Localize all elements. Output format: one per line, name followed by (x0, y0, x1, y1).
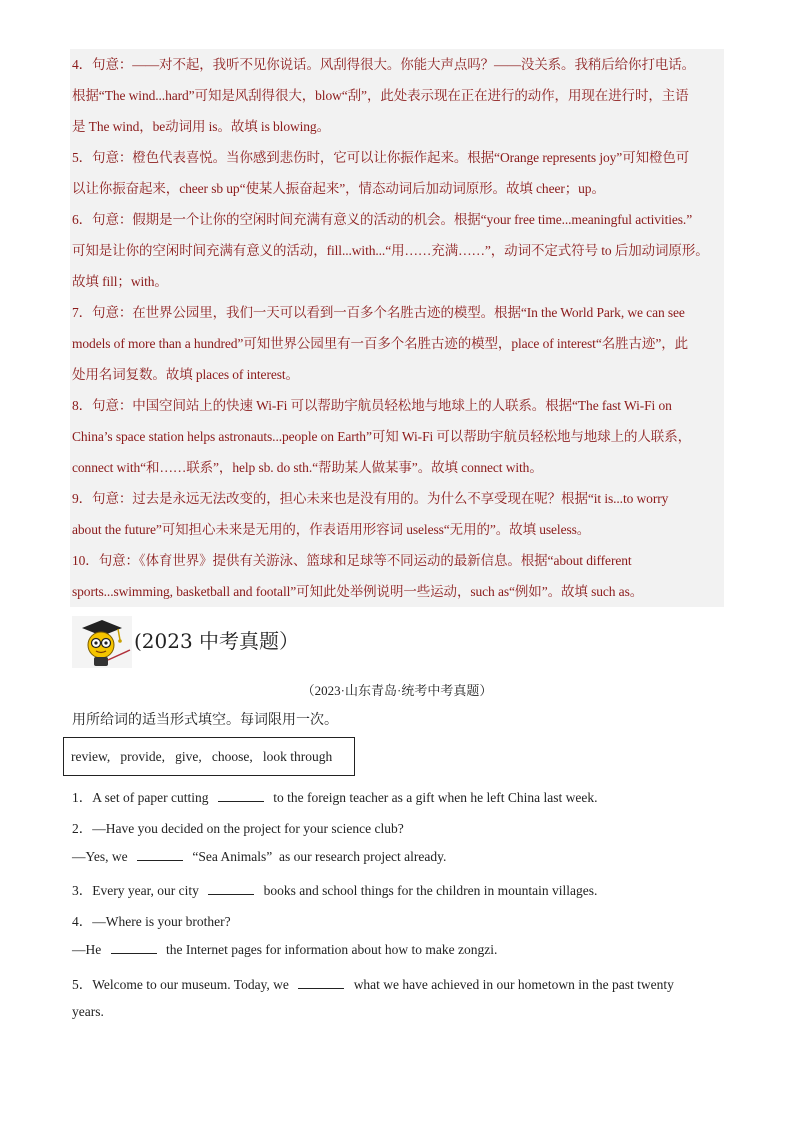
question-3 (72, 879, 597, 899)
answer-item-6 (70, 204, 724, 297)
text-line: connect with“和……联系”，help sb. do sth.“帮助某人做某事”。故填 connect with。 (72, 460, 543, 475)
answer-explanations (70, 49, 724, 607)
answer-blank[interactable] (298, 976, 344, 989)
section-header (72, 616, 372, 668)
question-text: 3．Every year, our city (72, 883, 203, 898)
graduate-cartoon-icon (72, 616, 132, 668)
question-text: “Sea Animals” as our research project already. (189, 849, 447, 864)
text-line: 6．句意：假期是一个让你的空闲时间充满有意义的活动的机会。根据“your free time...meaningful activities.” (72, 212, 693, 227)
text-line: sports...swimming, basketball and footall”可知此处举例说明一些运动，such as“例如”。故填 such as。 (72, 584, 644, 599)
text-line: 是 The wind，be动词用 is。故填 is blowing。 (72, 119, 330, 134)
text-line: China’s space station helps astronauts...people on Earth”可知 Wi-Fi 可以帮助宇航员轻松地与地球上的人联系， (72, 429, 692, 444)
exam-source: （2023·山东青岛·统考中考真题） (301, 683, 493, 698)
text-line: about the future”可知担心未来是无用的，作表语用形容词 useless“无用的”。故填 useless。 (72, 522, 591, 537)
text-line: 10．句意：《体育世界》提供有关游泳、篮球和足球等不同运动的最新信息。根据“about different (72, 553, 632, 568)
question-4-reply (72, 941, 497, 958)
question-text: —Yes, we (72, 849, 132, 864)
text-line: 4．句意：——对不起，我听不见你说话。风刮得很大。你能大声点吗？——没关系。我稍后给你打电话。 (72, 57, 696, 72)
question-text: 1．A set of paper cutting (72, 790, 212, 805)
section-title: (2023 中考真题） (134, 628, 300, 653)
answer-item-4 (70, 49, 724, 142)
question-text: 4．—Where is your brother? (72, 914, 231, 929)
question-text: what we have achieved in our hometown in the past twenty (350, 977, 674, 992)
answer-item-9 (70, 483, 724, 545)
answer-blank[interactable] (218, 789, 264, 802)
text-line: 8．句意：中国空间站上的快速 Wi-Fi 可以帮助宇航员轻松地与地球上的人联系。根据“The fast Wi-Fi on (72, 398, 672, 413)
text-line: 9．句意：过去是永远无法改变的，担心未来也是没有用的。为什么不享受现在呢？根据“it is...to worry (72, 491, 669, 506)
text-line: 5．句意：橙色代表喜悦。当你感到悲伤时，它可以让你振作起来。根据“Orange represents joy”可知橙色可 (72, 150, 690, 165)
answer-item-7 (70, 297, 724, 390)
question-text: 2．—Have you decided on the project for your science club? (72, 821, 404, 836)
text-line: 处用名词复数。故填 places of interest。 (72, 367, 299, 382)
question-text: 5．Welcome to our museum. Today, we (72, 977, 293, 992)
text-line: 可知是让你的空闲时间充满有意义的活动，fill...with...“用……充满……”，动词不定式符号 to 后加动词原形。 (72, 243, 709, 258)
question-text: years. (72, 1004, 104, 1019)
question-5-cont (72, 1004, 104, 1020)
text-line: 以让你振奋起来，cheer sb up“使某人振奋起来”，情态动词后加动词原形。故填 cheer；up。 (72, 181, 605, 196)
answer-item-5 (70, 142, 724, 204)
question-2-reply (72, 848, 446, 865)
question-4 (72, 910, 231, 930)
question-text: —He (72, 942, 105, 957)
question-text: books and school things for the children in mountain villages. (260, 883, 598, 898)
answer-blank[interactable] (137, 848, 183, 861)
answer-blank[interactable] (111, 941, 157, 954)
text-line: models of more than a hundred”可知世界公园里有一百多个名胜古迹的模型，place of interest“名胜古迹”，此 (72, 336, 689, 351)
text-line: 故填 fill；with。 (72, 274, 168, 289)
text-line: 根据“The wind...hard”可知是风刮得很大，blow“刮”，此处表示现在正在进行的动作，用现在进行时，主语 (72, 88, 689, 103)
question-text: to the foreign teacher as a gift when he left China last week. (269, 790, 598, 805)
word-bank: review, provide, give, choose, look through (63, 737, 355, 776)
answer-blank[interactable] (208, 882, 254, 895)
question-1 (72, 786, 598, 806)
question-2 (72, 817, 404, 837)
question-5 (72, 973, 674, 993)
question-text: the Internet pages for information about how to make zongzi. (162, 942, 498, 957)
answer-item-8 (70, 390, 724, 483)
instruction-text: 用所给词的适当形式填空。每词限用一次。 (72, 713, 338, 728)
text-line: 7．句意：在世界公园里，我们一天可以看到一百多个名胜古迹的模型。根据“In the World Park, we can see (72, 305, 685, 320)
answer-item-10 (70, 545, 724, 607)
